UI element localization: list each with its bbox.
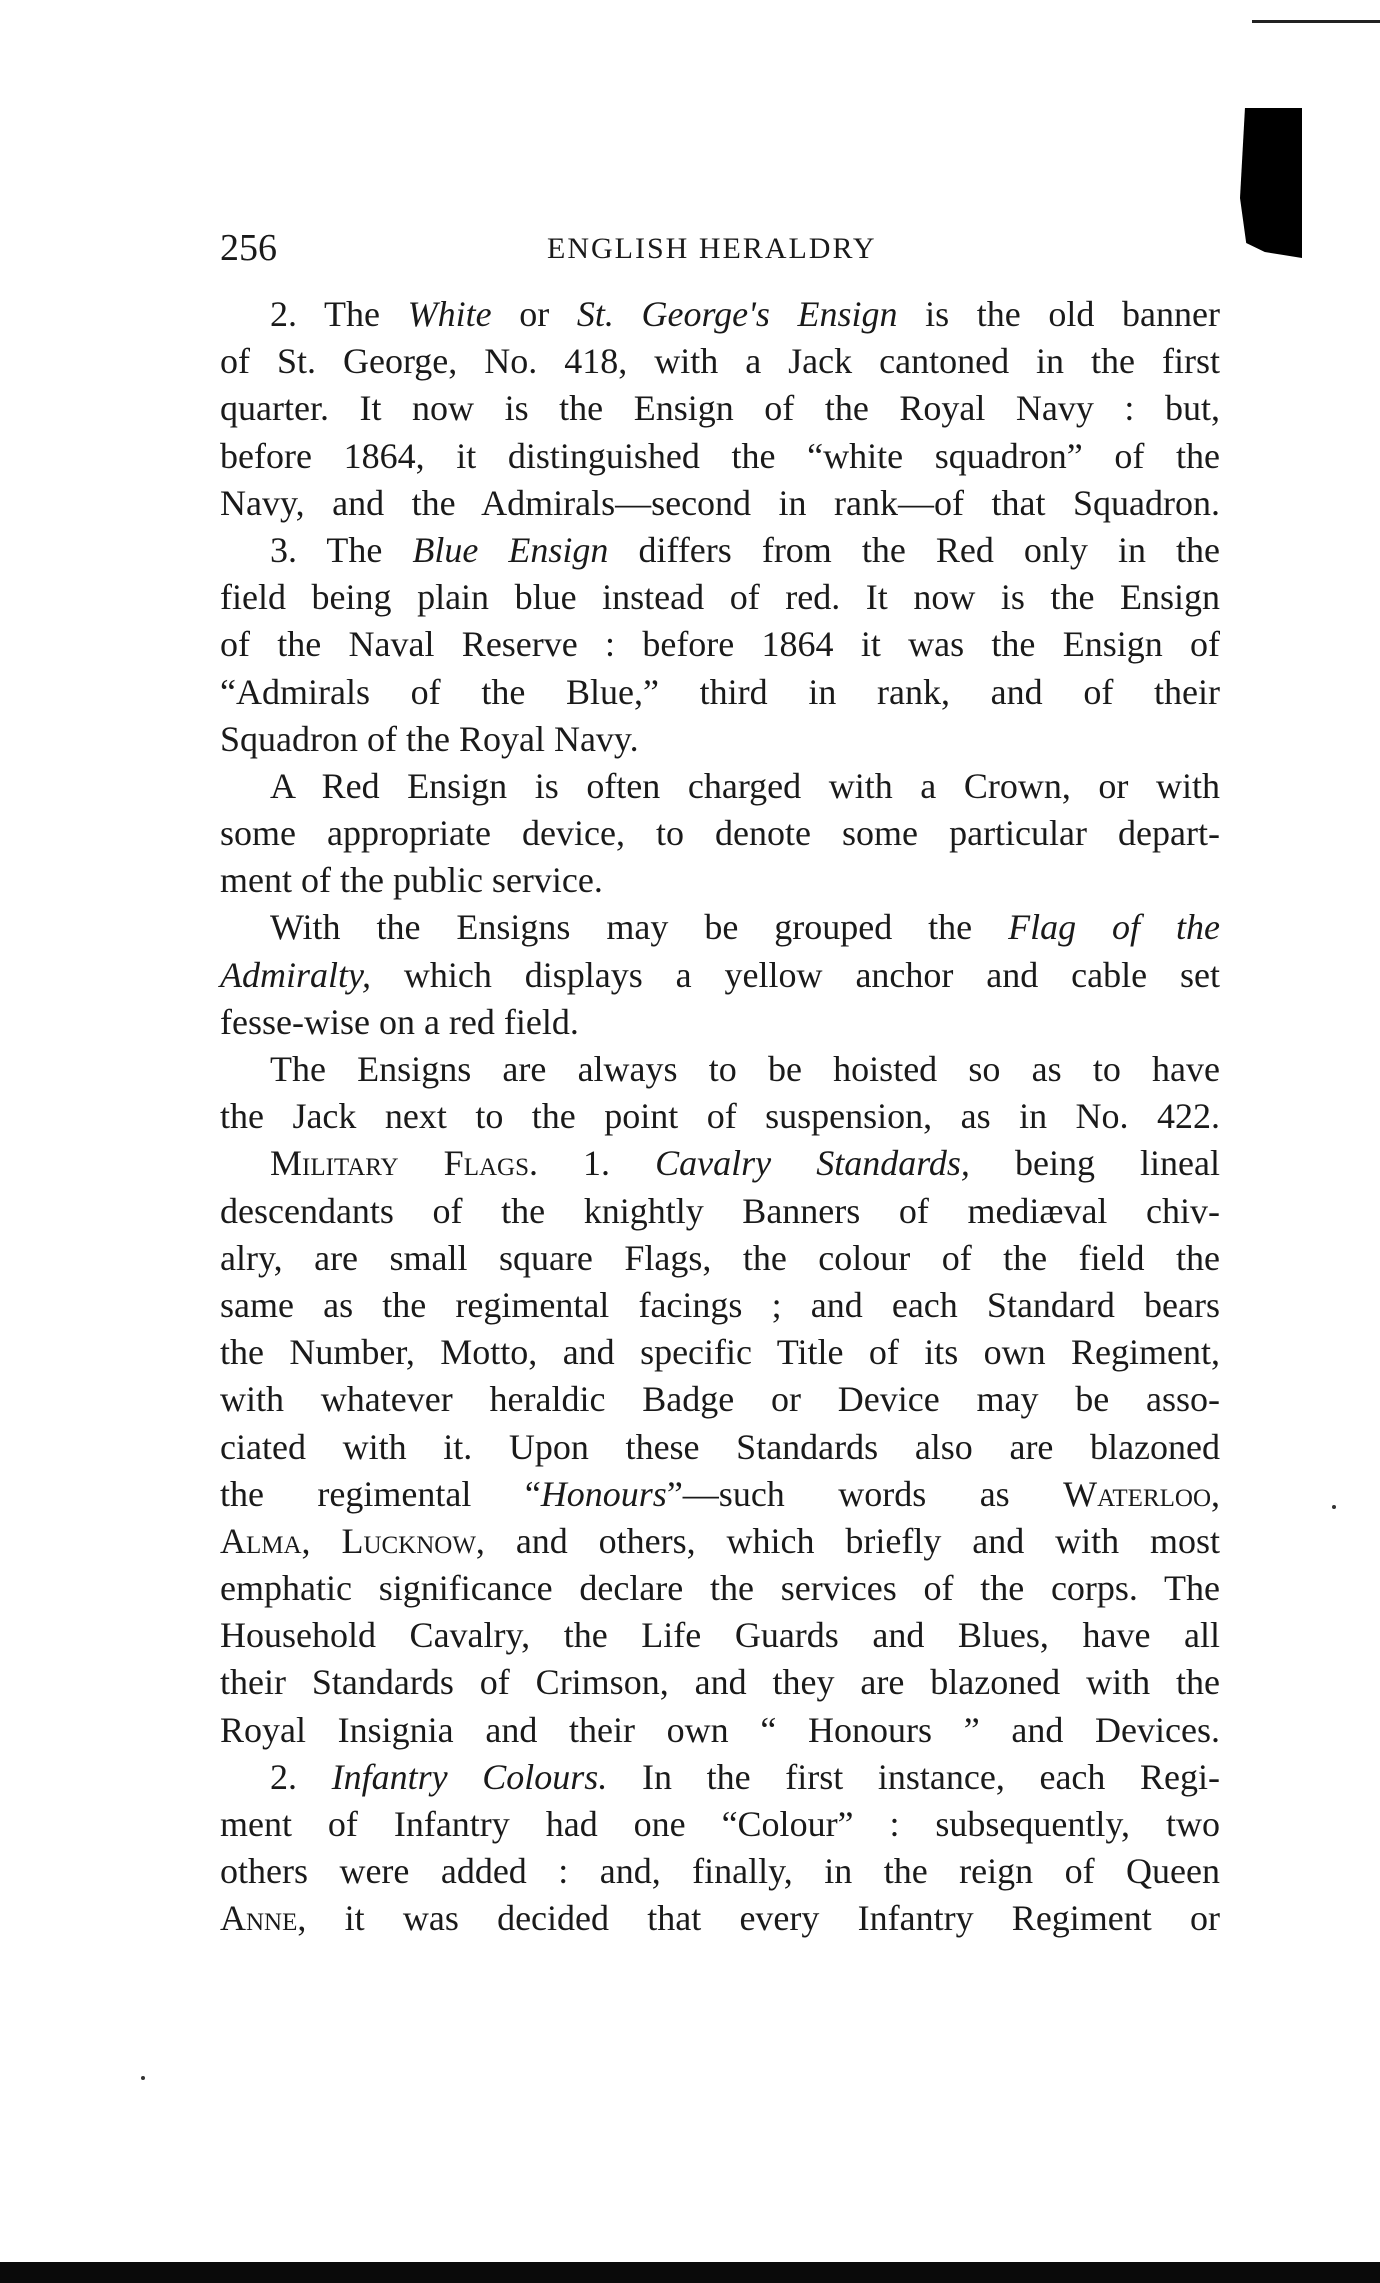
text-line xyxy=(220,1235,1220,1282)
italic-text: Infantry Colours. xyxy=(331,1756,608,1797)
text-line xyxy=(220,291,1220,338)
italic-text: St. George's Ensign xyxy=(576,294,898,334)
text: of the Naval Reserve : before 1864 it was the Ensign of xyxy=(220,624,1220,665)
text-line xyxy=(220,1188,1220,1235)
text-line xyxy=(220,1424,1220,1471)
italic-text: Blue Ensign xyxy=(412,529,609,570)
text-line xyxy=(220,1707,1220,1754)
text-line xyxy=(220,669,1220,716)
text: Squadron of the Royal Navy. xyxy=(220,718,639,759)
paragraph xyxy=(220,763,1220,905)
paragraph xyxy=(220,291,1220,527)
italic-text: Honours xyxy=(540,1473,667,1514)
small-caps-text: Military Flags. xyxy=(270,1143,538,1184)
text: some appropriate device, to denote some particular depart- xyxy=(220,813,1220,854)
text: before 1864, it distinguished the “white squadron” of the xyxy=(220,435,1220,476)
italic-text: Flag of the xyxy=(1008,907,1220,948)
small-caps-text: Lucknow, xyxy=(341,1520,485,1561)
scan-bottom-edge xyxy=(0,2262,1380,2283)
text-line xyxy=(220,1329,1220,1376)
text-line xyxy=(220,1471,1220,1518)
text-line xyxy=(220,1565,1220,1612)
text: their Standards of Crimson, and they are blazoned with the xyxy=(220,1662,1220,1703)
text-line xyxy=(220,999,1220,1046)
small-caps-text: Waterloo, xyxy=(1063,1473,1220,1514)
text-line xyxy=(220,1376,1220,1423)
text: “Admirals of the Blue,” third in rank, and of their xyxy=(220,671,1220,712)
text: which displays a yellow anchor and cable set xyxy=(371,954,1220,995)
thumb-index-tab xyxy=(1240,108,1302,258)
text: with whatever heraldic Badge or Device may be asso- xyxy=(220,1379,1220,1420)
text: is the old banner xyxy=(897,294,1220,334)
italic-text: Admiralty, xyxy=(220,954,371,995)
text-line xyxy=(220,621,1220,668)
small-caps-text: Alma, xyxy=(220,1520,311,1561)
text: others were added : and, finally, in the reign of Queen xyxy=(220,1851,1220,1892)
paragraph xyxy=(220,904,1220,1046)
speck xyxy=(1332,1505,1336,1509)
text-line xyxy=(220,1093,1220,1140)
text: Royal Insignia and their own “ Honours ” and Devices. xyxy=(220,1709,1220,1750)
paragraph xyxy=(220,527,1220,763)
text-line xyxy=(220,1612,1220,1659)
text-line xyxy=(220,480,1220,527)
text: emphatic significance declare the services of the corps. The xyxy=(220,1568,1220,1609)
text: being lineal xyxy=(969,1143,1220,1184)
text: the Jack next to the point of suspension, as in No. 422. xyxy=(220,1096,1220,1137)
text: the regimental “ xyxy=(220,1473,541,1514)
text: ment of the public service. xyxy=(220,860,603,901)
text: descendants of the knightly Banners of mediæval chiv- xyxy=(220,1190,1220,1231)
text: or xyxy=(491,294,577,334)
text: ment of Infantry had one “Colour” : subsequently, two xyxy=(220,1804,1220,1844)
text: Navy, and the Admirals—second in rank—of that Squadron. xyxy=(220,482,1220,523)
text: The Ensigns are always to be hoisted so as to have xyxy=(270,1049,1220,1089)
text: the Number, Motto, and specific Title of its own Regiment, xyxy=(220,1332,1220,1373)
text: 2. The xyxy=(270,294,408,334)
text-line xyxy=(220,952,1220,999)
speck xyxy=(141,2076,145,2080)
text: quarter. It now is the Ensign of the Royal Navy : but, xyxy=(220,388,1220,429)
text: 1. xyxy=(537,1143,656,1184)
text-line xyxy=(220,338,1220,385)
paragraph xyxy=(220,1140,1220,1753)
running-title: ENGLISH HERALDRY xyxy=(547,232,877,265)
paragraph xyxy=(220,1754,1220,1943)
text-line xyxy=(220,1848,1220,1895)
text-line xyxy=(220,433,1220,480)
italic-text: White xyxy=(407,294,492,334)
text: alry, are small square Flags, the colour of the field the xyxy=(220,1237,1220,1278)
text-line xyxy=(220,1754,1220,1801)
text-line xyxy=(220,574,1220,621)
text-line xyxy=(220,1518,1220,1565)
text: ”—such words as xyxy=(666,1473,1064,1514)
text-line xyxy=(220,527,1220,574)
text-line xyxy=(220,716,1220,763)
text: ciated with it. Upon these Standards also are blazoned xyxy=(220,1426,1220,1467)
text-line xyxy=(220,904,1220,951)
page-body xyxy=(220,291,1220,1943)
text-line xyxy=(220,1282,1220,1329)
small-caps-text: Anne, xyxy=(220,1898,307,1939)
text: With the Ensigns may be grouped the xyxy=(270,907,1009,948)
text-line xyxy=(220,810,1220,857)
text-line xyxy=(220,1140,1220,1187)
text: fesse-wise on a red field. xyxy=(220,1001,579,1042)
text-line xyxy=(220,1659,1220,1706)
text: field being plain blue instead of red. It now is the Ensign xyxy=(220,577,1220,618)
text xyxy=(311,1521,342,1561)
text: A Red Ensign is often charged with a Crown, or with xyxy=(270,765,1220,806)
text-line xyxy=(220,1046,1220,1093)
text: and others, which briefly and with most xyxy=(484,1520,1221,1561)
scan-edge-line xyxy=(1252,20,1380,23)
text: 2. xyxy=(270,1756,332,1797)
paragraph xyxy=(220,1046,1220,1140)
text: it was decided that every Infantry Regiment or xyxy=(306,1898,1220,1939)
text-line xyxy=(220,1801,1220,1848)
text: same as the regimental facings ; and each Standard bears xyxy=(220,1284,1220,1325)
text-line xyxy=(220,857,1220,904)
page-number: 256 xyxy=(220,227,277,269)
text: 3. The xyxy=(270,529,413,570)
text: of St. George, No. 418, with a Jack cantoned in the first xyxy=(220,341,1220,382)
text-line xyxy=(220,1895,1220,1942)
text-line xyxy=(220,385,1220,432)
text-line xyxy=(220,763,1220,810)
italic-text: Cavalry Standards, xyxy=(655,1143,970,1184)
text: In the first instance, each Regi- xyxy=(607,1756,1221,1797)
text: differs from the Red only in the xyxy=(608,529,1220,570)
text: Household Cavalry, the Life Guards and Blues, have all xyxy=(220,1615,1220,1656)
